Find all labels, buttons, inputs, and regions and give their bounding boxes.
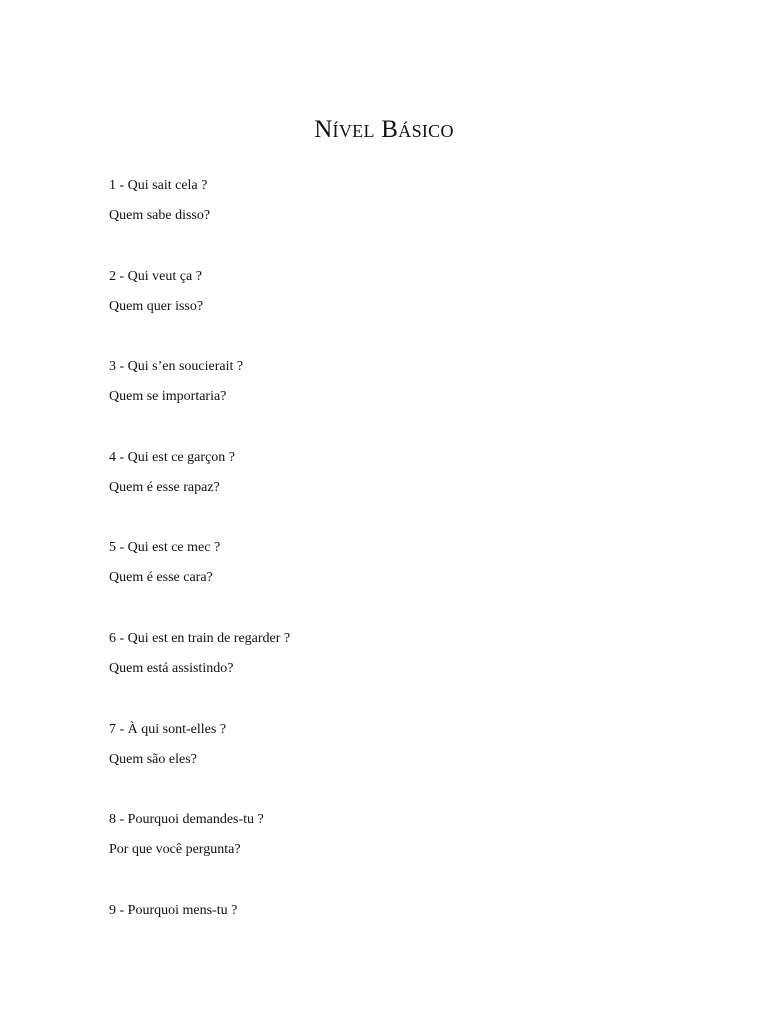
- portuguese-translation: Quem é esse cara?: [109, 570, 213, 586]
- portuguese-translation: Quem quer isso?: [109, 298, 204, 314]
- french-phrase: 1 - Qui sait cela ?: [109, 178, 208, 193]
- portuguese-translation: Quem é esse rapaz?: [109, 479, 220, 495]
- french-phrase: 9 - Pourquoi mens-tu ?: [109, 902, 238, 918]
- portuguese-translation: Quem são eles?: [109, 751, 197, 767]
- french-phrase: 4 - Qui est ce garçon ?: [109, 449, 235, 465]
- phrase-entry: [109, 448, 669, 539]
- phrase-entry: [109, 357, 669, 448]
- french-phrase: 3 - Qui s’en soucierait ?: [109, 359, 244, 375]
- phrase-entry: [109, 901, 669, 992]
- phrase-entry: [109, 720, 669, 811]
- phrase-entry: [109, 538, 669, 629]
- phrase-entry: [109, 629, 669, 720]
- french-phrase: 5 - Qui est ce mec ?: [109, 540, 221, 556]
- phrase-entry: [109, 176, 669, 267]
- french-phrase: 2 - Qui veut ça ?: [109, 268, 202, 284]
- phrase-list: [109, 176, 669, 991]
- french-phrase: 6 - Qui est en train de regarder ?: [109, 630, 291, 646]
- portuguese-translation: Quem está assistindo?: [109, 660, 234, 676]
- portuguese-translation: Quem se importaria?: [109, 389, 227, 405]
- french-phrase: 8 - Pourquoi demandes-tu ?: [109, 812, 264, 828]
- french-phrase: 7 - À qui sont-elles ?: [109, 721, 227, 737]
- page-title: Nível Básico: [314, 116, 454, 143]
- phrase-entry: [109, 810, 669, 901]
- phrase-entry: [109, 267, 669, 358]
- portuguese-translation: Por que você pergunta?: [109, 842, 241, 858]
- portuguese-translation: Quem sabe disso?: [109, 208, 211, 223]
